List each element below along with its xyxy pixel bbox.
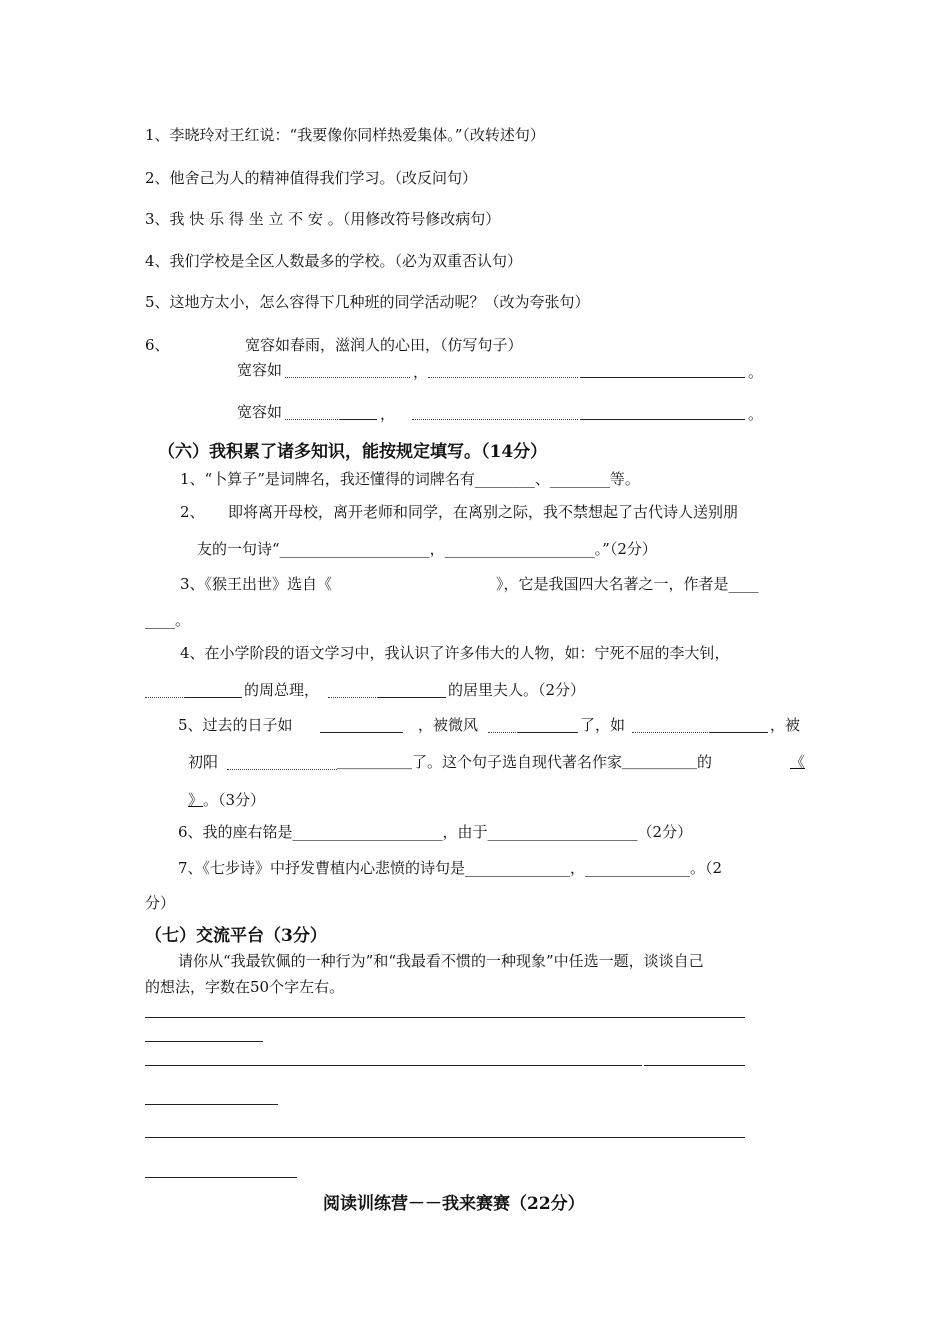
answer-blank[interactable]	[412, 419, 578, 420]
section-7-prompt-line1: 请你从“我最钦佩的一种行为”和“我最看不惯的一种现象”中任选一题，谈谈自己	[178, 952, 704, 970]
question-6-5-part1: 5、过去的日子如	[178, 716, 293, 734]
answer-blank[interactable]	[145, 697, 185, 698]
question-6-5-line2-mid: ＿＿＿＿＿了。这个句子选自现代著名作家＿＿＿＿＿的	[337, 753, 713, 771]
comma: ，	[413, 363, 429, 381]
question-6-3-part2: 》，它是我国四大名著之一，作者是____	[496, 575, 759, 593]
answer-blank[interactable]	[378, 697, 446, 698]
answer-blank[interactable]	[488, 732, 518, 733]
answer-blank[interactable]	[580, 377, 745, 378]
comma: ，	[380, 405, 396, 423]
imitation-line-2-start: 宽容如	[237, 403, 283, 421]
period: 。	[748, 405, 764, 423]
question-5-5: 5、这地方太小，怎么容得下几种班的同学活动呢？（改为夸张句）	[145, 293, 590, 311]
question-6-7-end: 分）	[145, 894, 176, 912]
question-5-2: 2、他舍己为人的精神值得我们学习。（改反问句）	[145, 169, 478, 187]
question-6-5-part4: ，被	[770, 716, 801, 734]
section-7-prompt-line2: 的想法，字数在50个字左右。	[145, 978, 345, 996]
answer-blank[interactable]	[518, 732, 578, 733]
answer-blank[interactable]	[320, 732, 403, 733]
writing-line[interactable]	[145, 1041, 263, 1042]
reading-section-title: 阅读训练营－－我来赛赛（22分）	[323, 1194, 585, 1214]
section-7-title: （七）交流平台（3分）	[145, 926, 327, 946]
question-5-3: 3、我 快 乐 得 坐 立 不 安 。（用修改符号修改病句）	[145, 210, 501, 228]
writing-line[interactable]	[145, 1137, 745, 1138]
question-5-6-text: 宽容如春雨，滋润人的心田，（仿写句子）	[245, 336, 523, 354]
question-6-3-part1: 3、《猴王出世》选自《	[180, 575, 333, 593]
question-6-1: 1、“卜算子”是词牌名，我还懂得的词牌名有________、________等。	[180, 470, 640, 488]
question-6-5-part3: 了，如	[580, 716, 626, 734]
period: 。	[748, 363, 764, 381]
question-6-5-book-open: 《	[790, 753, 806, 771]
section-6-title: （六）我积累了诸多知识，能按规定填写。（14分）	[158, 442, 548, 462]
question-6-6: 6、我的座右铭是____________________，由于____________________（2分）	[178, 823, 693, 841]
question-6-5-part2: ，被微风	[418, 716, 479, 734]
question-6-2-line2: 友的一句诗“____________________，____________________。”（2分）	[197, 540, 657, 558]
question-5-6-number: 6、	[145, 336, 170, 354]
answer-blank[interactable]	[227, 769, 337, 770]
question-6-5-line2-start: 初阳	[188, 753, 219, 771]
question-6-4-line1: 4、在小学阶段的语文学习中，我认识了许多伟大的人物，如：宁死不屈的李大钊，	[180, 644, 730, 662]
writing-line[interactable]	[145, 1104, 278, 1105]
imitation-line-1-start: 宽容如	[237, 361, 283, 379]
question-6-4-mid: 的周总理，	[244, 681, 320, 699]
question-6-4-end: 的居里夫人。（2分）	[448, 681, 586, 699]
writing-line[interactable]	[145, 1017, 745, 1018]
question-6-7: 7、《七步诗》中抒发曹植内心悲愤的诗句是______________，______________。（2	[178, 859, 723, 877]
writing-line[interactable]	[145, 1177, 297, 1178]
answer-blank[interactable]	[580, 419, 745, 420]
answer-blank[interactable]	[285, 377, 410, 378]
question-6-5-book-close: 》	[188, 791, 204, 809]
question-6-3-part3: ____。	[145, 611, 191, 629]
question-6-2-number: 2、	[180, 503, 205, 521]
question-6-5-score: 。（3分）	[203, 791, 266, 809]
question-5-4: 4、我们学校是全区人数最多的学校。（必为双重否认句）	[145, 252, 523, 270]
answer-blank[interactable]	[710, 732, 768, 733]
answer-blank[interactable]	[632, 732, 710, 733]
answer-blank[interactable]	[428, 377, 578, 378]
answer-blank[interactable]	[285, 419, 340, 420]
writing-line[interactable]	[644, 1065, 745, 1066]
writing-line[interactable]	[145, 1065, 642, 1066]
question-6-2-text: 即将离开母校，离开老师和同学，在离别之际，我不禁想起了古代诗人送别朋	[228, 503, 739, 521]
answer-blank[interactable]	[185, 697, 242, 698]
answer-blank[interactable]	[340, 419, 377, 420]
question-5-1: 1、李晓玲对王红说：“我要像你同样热爱集体。”（改转述句）	[145, 126, 545, 144]
answer-blank[interactable]	[328, 697, 378, 698]
